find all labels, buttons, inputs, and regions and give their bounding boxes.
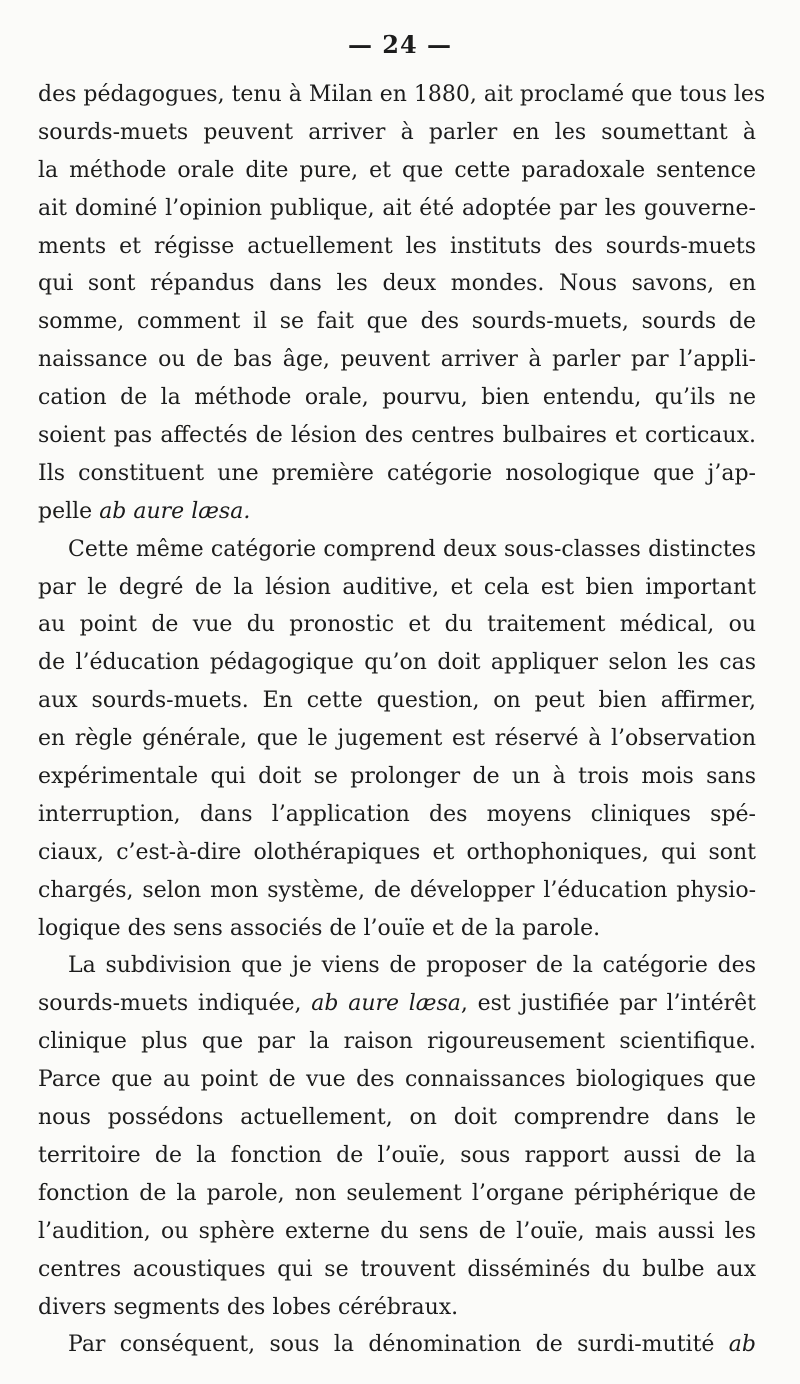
text-line: [38, 493, 756, 531]
italic-phrase: ab: [728, 1332, 756, 1358]
text-line: [38, 1175, 756, 1213]
text-line-content: ait dominé l’opinion publique, ait été adoptée par les gouverne-: [38, 195, 756, 221]
text-line-content: des pédagogues, tenu à Milan en 1880, ait proclamé que tous les: [38, 82, 766, 107]
text-line-content: somme, comment il se fait que des sourds-muets, sourds de: [38, 309, 756, 335]
text-line-content: territoire de la fonction de l’ouïe, sous rapport aussi de la: [38, 1142, 756, 1168]
text-line: [38, 417, 756, 455]
text-line-content: ments et régisse actuellement les instituts des sourds-muets: [38, 233, 756, 259]
text-line-content: l’audition, ou sphère externe du sens de l’ouïe, mais aussi les: [38, 1218, 756, 1244]
text-line-content: cation de la méthode orale, pourvu, bien entendu, qu’ils ne: [38, 385, 756, 411]
text-line: [38, 1023, 756, 1061]
text-line: [38, 834, 756, 872]
text-line: [38, 379, 756, 417]
text-line-content: logique des sens associés de l’ouïe et de la parole.: [38, 915, 601, 941]
text-line: [38, 531, 756, 569]
text-line-content: Parce que au point de vue des connaissances biologiques que: [38, 1067, 756, 1093]
text-line-content: divers segments des lobes cérébraux.: [38, 1294, 459, 1320]
text-line-content: Par conséquent, sous la dénomination de surdi-mutité: [68, 1332, 729, 1358]
text-line-content: centres acoustiques qui se trouvent disséminés du bulbe aux: [38, 1256, 756, 1282]
text-line: [38, 1061, 756, 1099]
text-line: [38, 606, 756, 644]
text-line-continuation: , est justifiée par l’intérêt: [460, 991, 756, 1017]
text-line-content: nous possédons actuellement, on doit comprendre dans le: [38, 1105, 756, 1131]
text-line: [38, 455, 756, 493]
text-line-content: interruption, dans l’application des moyens cliniques spé-: [38, 801, 756, 827]
text-line: [38, 758, 756, 796]
body-text: [38, 76, 766, 1364]
text-line: [38, 1099, 756, 1137]
text-line-content: La subdivision que je viens de proposer de la catégorie des: [68, 953, 756, 979]
text-line-content: par le degré de la lésion auditive, et cela est bien important: [38, 574, 756, 600]
text-line-content: qui sont répandus dans les deux mondes. Nous savons, en: [38, 271, 756, 297]
text-line-content: la méthode orale dite pure, et que cette paradoxale sentence: [38, 157, 756, 183]
text-line: [38, 1213, 756, 1251]
text-line: [38, 644, 756, 682]
text-line: [38, 872, 756, 910]
text-line-content: de l’éducation pédagogique qu’on doit appliquer selon les cas: [38, 650, 756, 676]
text-line: [38, 190, 756, 228]
text-line: [38, 720, 756, 758]
page-number: — 24 —: [347, 30, 453, 59]
text-line-content: naissance ou de bas âge, peuvent arriver à parler par l’appli-: [38, 347, 756, 373]
text-line-content: aux sourds-muets. En cette question, on peut bien affirmer,: [38, 688, 756, 714]
text-line: [38, 682, 756, 720]
text-line-content: au point de vue du pronostic et du traitement médical, ou: [38, 612, 756, 638]
text-line-content: sourds-muets indiquée,: [38, 991, 312, 1017]
text-line-content: soient pas affectés de lésion des centres bulbaires et corticaux.: [38, 423, 756, 449]
text-line-content: pelle: [38, 498, 100, 524]
text-line: [38, 985, 756, 1023]
text-line: [38, 1326, 756, 1364]
text-line: [38, 1251, 756, 1289]
text-line-content: expérimentale qui doit se prolonger de un à trois mois sans: [38, 764, 756, 790]
text-line: [38, 228, 756, 266]
text-line: [38, 303, 756, 341]
text-line: [38, 569, 756, 607]
text-line: [38, 265, 756, 303]
text-line: [38, 341, 756, 379]
text-line-content: en règle générale, que le jugement est réservé à l’observation: [38, 726, 756, 752]
text-line-content: fonction de la parole, non seulement l’organe périphérique de: [38, 1180, 756, 1206]
text-line: [38, 1289, 756, 1327]
text-line: [38, 114, 756, 152]
italic-phrase: ab aure læsa: [311, 991, 461, 1017]
text-line-content: clinique plus que par la raison rigoureusement scientifique.: [38, 1029, 756, 1055]
italic-phrase: ab aure læsa.: [99, 498, 251, 524]
text-line: [38, 947, 756, 985]
text-line: [38, 76, 766, 114]
text-line-content: chargés, selon mon système, de développer l’éducation physio-: [38, 877, 756, 903]
text-line-content: Cette même catégorie comprend deux sous-classes distinctes: [68, 536, 756, 562]
text-line: [38, 910, 756, 948]
text-line: [38, 152, 756, 190]
text-line-content: Ils constituent une première catégorie nosologique que j’ap-: [38, 460, 756, 486]
text-line: [38, 1137, 756, 1175]
text-line-content: ciaux, c’est-à-dire olothérapiques et orthophoniques, qui sont: [38, 839, 756, 865]
text-line: [38, 796, 756, 834]
text-line-content: sourds-muets peuvent arriver à parler en les soumettant à: [38, 119, 756, 145]
